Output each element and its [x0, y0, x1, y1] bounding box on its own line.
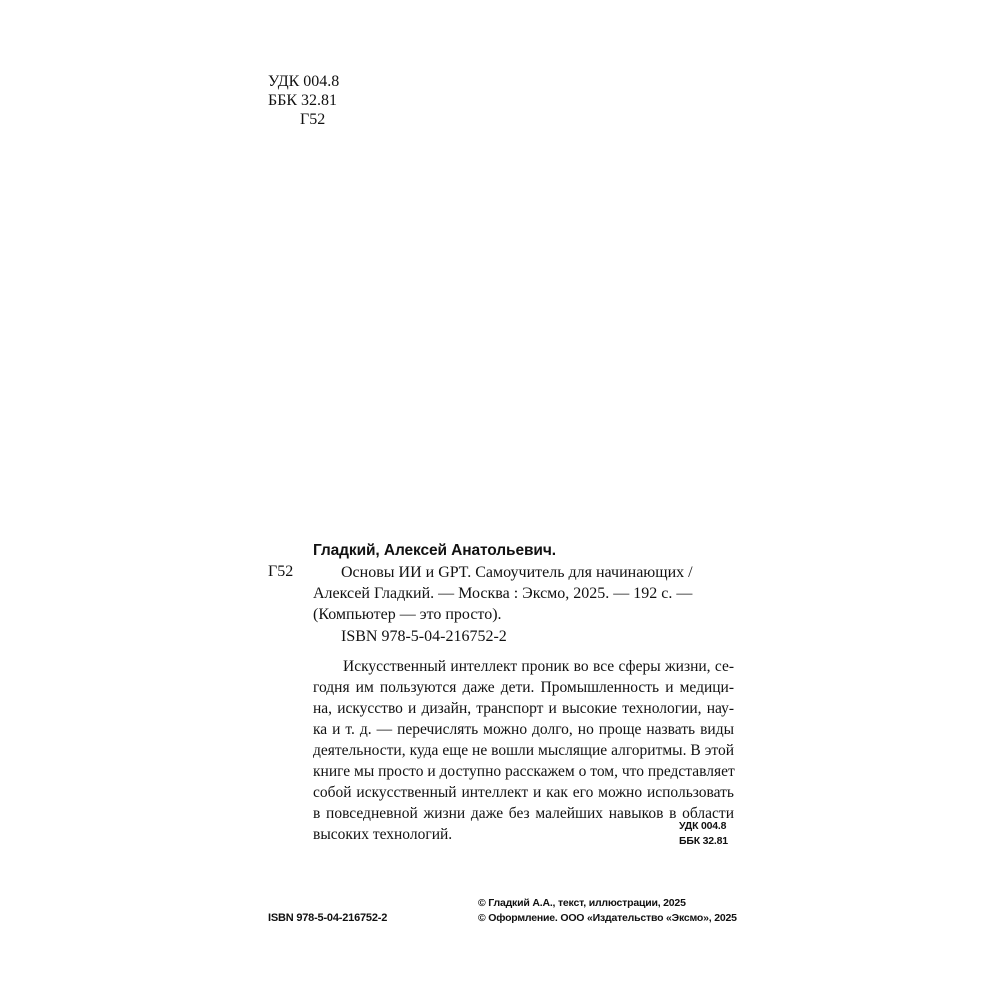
bbk-code: ББК 32.81 — [268, 92, 338, 109]
udk-code: УДК 004.8 — [268, 73, 340, 90]
description-line: (Компьютер — это просто). — [313, 606, 502, 623]
annotation-line: ка и т. д. — перечислять можно долго, но проще назвать виды — [313, 721, 734, 738]
annotation-line: собой искусственный интеллект и как его можно использовать — [313, 784, 734, 801]
footer-isbn: ISBN 978-5-04-216752-2 — [268, 912, 388, 924]
bottom-udk-code: УДК 004.8 — [679, 820, 727, 832]
copyright-design: © Оформление. ООО «Издательство «Эксмо», 2025 — [478, 912, 737, 924]
description-line: Алексей Гладкий. — Москва : Эксмо, 2025. — 192 с. — — [313, 585, 693, 602]
copyright-text: © Гладкий А.А., текст, иллюстрации, 2025 — [478, 897, 686, 909]
description-line: Основы ИИ и GPT. Самоучитель для начинающих / — [341, 564, 693, 581]
annotation-line: высоких технологий. — [313, 826, 453, 843]
author-mark: Г52 — [300, 111, 326, 128]
annotation-paragraph — [313, 656, 734, 845]
annotation-line: Искусственный интеллект проник во все сферы жизни, се- — [343, 658, 734, 675]
bottom-bbk-code: ББК 32.81 — [679, 835, 728, 847]
annotation-line: на, искусство и дизайн, транспорт и высокие технологии, нау- — [313, 700, 734, 717]
author-heading: Гладкий, Алексей Анатольевич. — [313, 542, 556, 559]
record-author-mark: Г52 — [268, 563, 294, 580]
annotation-line: годня им пользуются даже дети. Промышленность и медици- — [313, 679, 734, 696]
annotation-line: в повседневной жизни даже без малейших навыков в области — [313, 805, 734, 822]
annotation-line: деятельности, куда еще не вошли мыслящие алгоритмы. В этой — [313, 742, 734, 759]
record-isbn: ISBN 978-5-04-216752-2 — [341, 628, 507, 645]
annotation-line: книге мы просто и доступно расскажем о том, что представляет — [313, 763, 735, 780]
